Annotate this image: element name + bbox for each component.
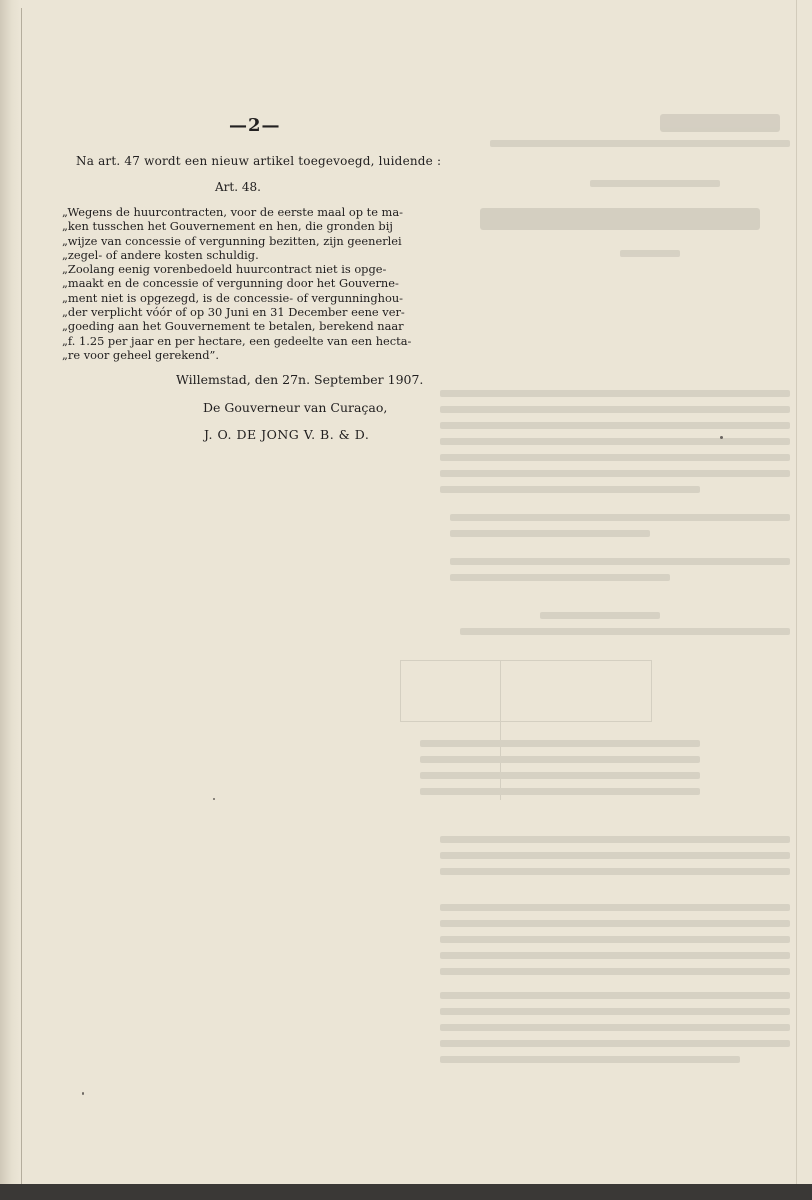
article-line: „Wegens de huurcontracten, voor de eerste maal op te ma- [62,205,403,219]
show-through-text [410,100,800,1100]
article-line: „goeding aan het Gouvernement te betalen, berekend naar [62,319,404,334]
article-line: „der verplicht vóór of op 30 Juni en 31 December eene ver- [62,305,405,320]
article-line: „re voor geheel gerekend”. [62,347,219,362]
article-line: „ment niet is opgezegd, is de concessie- of vergunninghou- [62,290,404,305]
article-line: „maakt en de concessie of vergunning door het Gouverne- [62,276,399,291]
article-heading: Art. 48. [215,180,261,194]
article-text [62,205,442,362]
page-right-border [796,0,797,1200]
signature-title: De Gouverneur van Curaçao, [203,400,388,415]
intro-paragraph: Na art. 47 wordt een nieuw artikel toegevoegd, luidende : [76,154,442,168]
article-line: „zegel- of andere kosten schuldig. [62,247,259,262]
paper-speck [720,436,723,439]
article-line: „f. 1.25 per jaar en per hectare, een gedeelte van een hecta- [62,333,412,348]
page-number: —2— [229,115,281,136]
article-line: „ken tusschen het Gouvernement en hen, die gronden bij [62,219,393,234]
page-left-border [21,8,22,1188]
signature-name: J. O. DE JONG V. B. & D. [204,427,370,442]
paper-speck [213,798,215,800]
signature-place-date: Willemstad, den 27n. September 1907. [176,372,424,387]
paper-speck [82,1092,84,1095]
scan-bottom-edge [0,1184,812,1200]
article-line: „wijze van concessie of vergunning bezitten, zijn geenerlei [62,233,402,248]
page-binding-edge [0,0,20,1200]
article-line: „Zoolang eenig vorenbedoeld huurcontract niet is opge- [62,262,387,277]
